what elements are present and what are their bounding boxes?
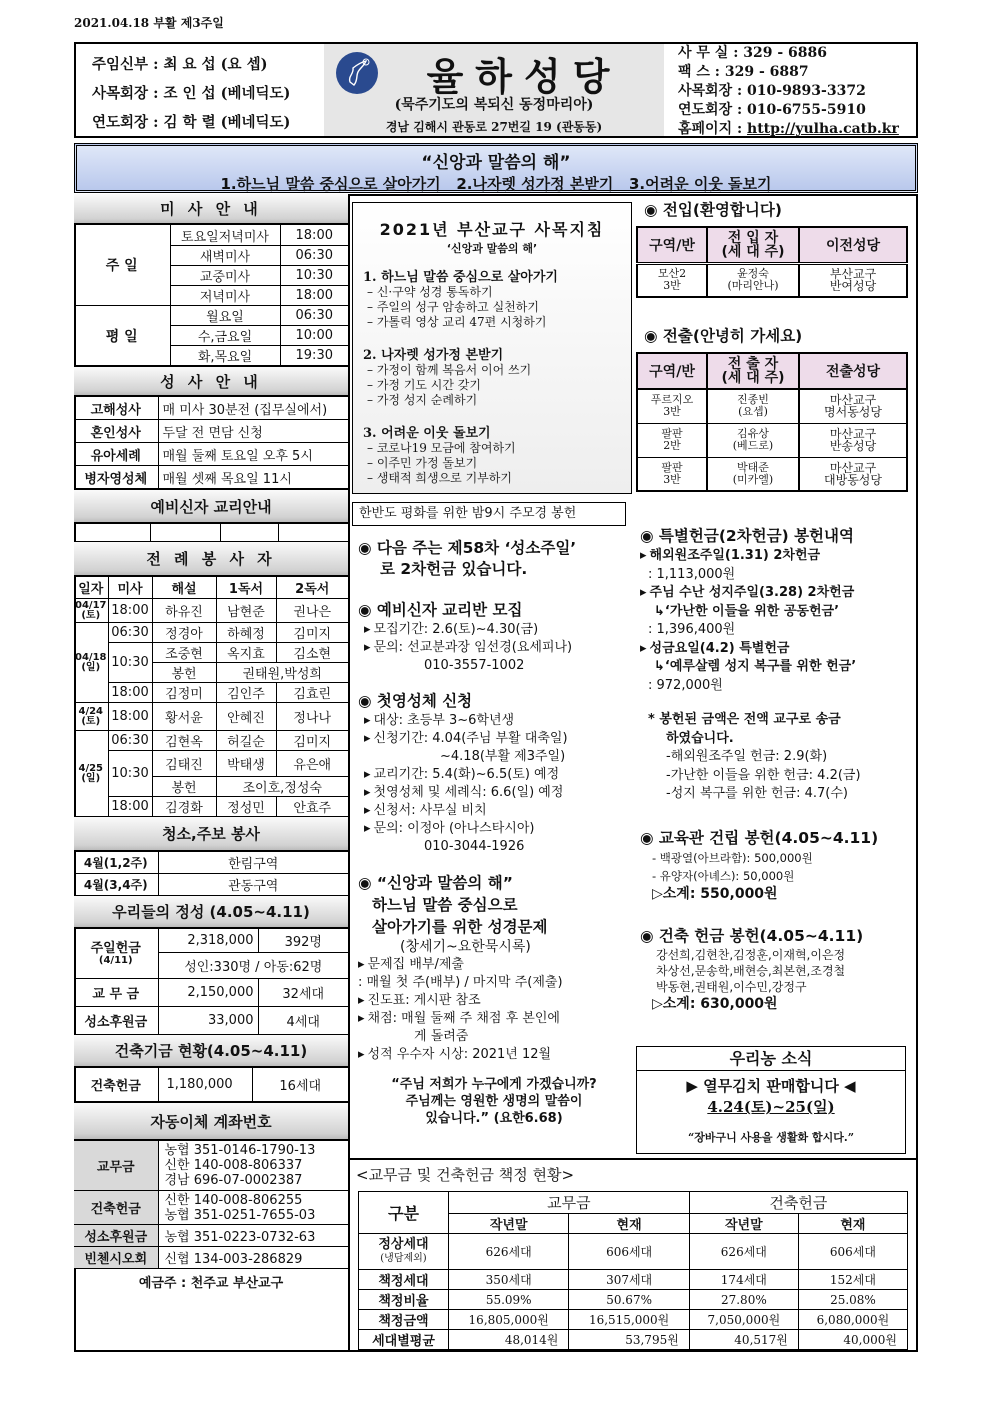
- allocation-title: <교무금 및 건축헌금 책정 현황>: [356, 1166, 575, 1184]
- farm-title: 우리농 소식: [637, 1047, 905, 1071]
- radio-bullet-icon: ◉: [640, 527, 659, 545]
- radio-bullet-icon: ◉: [358, 692, 377, 710]
- staff-list: [76, 44, 324, 136]
- allocation-section: [350, 1158, 918, 1352]
- special-offering-section: ◉ 특별헌금(2차헌금) 봉헌내역 ▸ 해외원조주일(1.31) 2차헌금 : 1,113,000원 ▸ 주님 수난 성지주일(3.28) 2차헌금 ↳‘가난한 이들을 위한 공동헌금’ : 1,396,400원 ▸ 성금요일(4.2) 특별헌금 ↳‘예루살렘 성지 복구를 위한 헌금’ : 972,000원 * 봉헌된 금액은 전액 교구로 송금 하였습니다. -해외원조주일 헌금: 2.9(화) -가난한 이들을 위한 헌금: 4.2(금) -성지 복구를 위한 헌금: 4.7(수): [640, 526, 916, 804]
- theme-banner: [74, 143, 918, 193]
- church-title-block: [324, 44, 664, 136]
- peace-prayer-box: 한반도 평화를 위한 밤9시 주모경 봉헌: [352, 502, 626, 526]
- staff-pastor: 주임신부 : 최 요 섭 (요 셉): [92, 56, 268, 73]
- church-address: 경남 김해시 관동로 27번길 19 (관동동): [385, 120, 603, 134]
- contact-office: 사 무 실 : 329 - 6886: [678, 45, 827, 61]
- accounts-table: 교무금 농협 351-0146-1790-13 신한 140-008-806337 경남 696-07-0002387 건축헌금 신한 140-008-806255 농협 351-0251-7655-03 성소후원금 농협 351-0223-0732-63 빈첸시오회 신협 134-003-286829 예금주 : 천주교 부산교구: [74, 1140, 348, 1295]
- contact-list: [664, 44, 916, 136]
- construction-offering-section: ◉ 건축 헌금 봉헌(4.05~4.11) 강선희,김현찬,김정훈,이재혁,이은정 차상선,문송학,배현승,최본현,조경철 박동현,권태원,이수민,강정구 ▷소계: 630,000원: [640, 927, 864, 1012]
- theme-subtitle: 1.하느님 말씀 중심으로 살아가기 2.나자렛 성가정 본받기 3.어려운 이웃 돌보기: [220, 175, 772, 193]
- notice-second-collection: ◉ 다음 주는 제58차 ‘성소주일’ 로 2차헌금 있습니다.: [358, 539, 577, 578]
- radio-bullet-icon: ◉: [358, 601, 377, 619]
- offering-header: 우리들의 정성 (4.05~4.11): [74, 896, 348, 928]
- catechumen-table: [74, 523, 348, 542]
- contact-council: 사목회장 : 010-9893-3372: [678, 83, 866, 99]
- cleaning-header: 청소,주보 봉사: [74, 817, 348, 851]
- radio-bullet-icon: ◉: [644, 327, 663, 345]
- contact-homepage: 홈페이지 : http://yulha.catb.kr: [678, 121, 899, 137]
- contact-fax: 팩 스 : 329 - 6887: [678, 64, 809, 80]
- education-building-section: ◉ 교육관 건립 봉헌(4.05~4.11) - 백광열(아브라함): 500,000원 - 유양자(아녜스): 50,000원 ▷소계: 550,000원: [640, 829, 879, 902]
- notices-column: ◉ 다음 주는 제58차 ‘성소주일’ 로 2차헌금 있습니다. ◉ 예비신자 교리반 모집 ▸ 모집기간: 2.6(토)~4.30(금) ▸ 문의: 선교분과장 임선경(요세피나) 010-3557-1002 ◉ 첫영성체 신청 ▸ 대상: 초등부 3~6학년생 ▸ 신청기간: 4.04(주님 부활 대축일) ~4.18(부활 제3주일) ▸ 교리기간: 5.4(화)~6.5(토) 예정 ▸ 첫영성체 및 세례식: 6.6(일) 예정 ▸ 신청서: 사무실 비치 ▸ 문의: 이정아 (아나스타시아) 010-3044-1926 ◉ “신앙과 말씀의 해” 하느님 말씀 중심으로 살아가기를 위한 성경문제 (창세기~요한묵시록) ▸ 문제집 배부/제출 : 매월 첫 주(배부) / 마지막 주(제출) ▸ 진도표: 게시판 참조 ▸ 채점: 매월 둘째 주 채점 후 본인에 게 돌려줌 ▸ 성적 우수자 시상: 2021년 12월 “주님 저희가 누구에게 가겠습니까? 주님께는 영원한 생명의 말씀이 있습니다.” (요한6.68): [358, 538, 630, 1127]
- radio-bullet-icon: ◉: [640, 829, 659, 847]
- sunday-label: 주 일: [74, 225, 170, 306]
- transfer-out-section: ◉ 전출(안녕히 가세요) 구역/반 전 출 자 (세 대 주) 전출성당 푸르지오 3반 진종빈 (요셉) 마산교구 명서동성당 팔판 2반 김유상 (베드로) 마산교구 반송성당 팔판 3반 박태준 (미카엘) 마산교구 대방동성당: [636, 324, 908, 492]
- liturgy-table: 일자 미사 해설 1독서 2독서 04/17 (토) 18:00 하유진 남현준 권나은 04/18 (일) 06:30 정경아 하혜정 김미지 10:30 조중현 옥지효 김소현 봉헌 권태원,박성희 18:00 김정미 김인주 김효린 4/24 (토) 18:00 황서윤 안혜진 정나나 4/25 (일) 06:30 김현옥 허길순 김미지 10:30 김태진 박태생 유은애 봉헌 조이호,정성숙 18:00 김경화 정성민 안효주: [74, 576, 348, 817]
- account-holder: 예금주 : 천주교 부산교구: [74, 1269, 348, 1295]
- sacrament-table: 고해성사 매 미사 30분전 (집무실에서) 혼인성사 두달 전 면담 신청 유아세례 매월 둘째 토요일 오후 5시 병자영성체 매월 셋째 목요일 11시: [74, 396, 348, 489]
- notice-communion-title: ◉ 첫영성체 신청: [358, 692, 473, 710]
- building-fund-table: 건축헌금 1,180,000 16세대: [74, 1067, 348, 1102]
- transfer-out-table: 구역/반 전 출 자 (세 대 주) 전출성당 푸르지오 3반 진종빈 (요셉) 마산교구 명서동성당 팔판 2반 김유상 (베드로) 마산교구 반송성당 팔판 3반 박태준 (미카엘) 마산교구 대방동성당: [636, 352, 908, 492]
- mass-table: 주 일 토요일저녁미사 18:00 새벽미사 06:30 교중미사 10:30 저녁미사 18:00 평 일 월요일 06:30 수,금요일 10:00 화,목요일 19:30: [74, 224, 348, 366]
- church-name: 율하성당: [426, 55, 622, 99]
- homepage-link[interactable]: http://yulha.catb.kr: [747, 121, 899, 137]
- pastoral-subtitle: ‘신앙과 말씀의 해’: [446, 242, 538, 255]
- radio-bullet-icon: ◉: [358, 874, 377, 892]
- transfer-in-section: ◉ 전입(환영합니다) 구역/반 전 입 자 (세 대 주) 이전성당 모산2 3반 윤정숙 (마리안나) 부산교구 반여성당: [636, 198, 908, 298]
- accounts-header: 자동이체 계좌번호: [74, 1102, 348, 1140]
- staff-council: 사목회장 : 조 인 섭 (베네딕도): [92, 85, 291, 102]
- staff-yeondo: 연도회장 : 김 학 렬 (베네딕도): [92, 114, 291, 131]
- transfer-in-table: 구역/반 전 입 자 (세 대 주) 이전성당 모산2 3반 윤정숙 (마리안나) 부산교구 반여성당: [636, 226, 908, 298]
- building-fund-header: 건축기금 현황(4.05~4.11): [74, 1035, 348, 1067]
- dateline: 2021.04.18 부활 제3주일: [74, 16, 224, 30]
- sacrament-header: 성 사 안 내: [74, 366, 348, 396]
- church-logo-icon: [336, 52, 378, 94]
- liturgy-header: 전 례 봉 사 자: [74, 542, 348, 576]
- radio-bullet-icon: ◉: [644, 201, 663, 219]
- notice-catechumen-title: ◉ 예비신자 교리반 모집: [358, 601, 523, 619]
- radio-bullet-icon: ◉: [358, 539, 377, 557]
- theme-title: “신앙과 말씀의 해”: [421, 153, 571, 173]
- catechumen-header: 예비신자 교리안내: [74, 489, 348, 523]
- left-column: [74, 194, 350, 1352]
- notice-bible-quiz-title: ◉ “신앙과 말씀의 해” 하느님 말씀 중심으로 살아가기를 위한 성경문제: [358, 874, 548, 936]
- pastoral-guidelines-box: 2021년 부산교구 사목지침 ‘신앙과 말씀의 해’ 1. 하느님 말씀 중심으로 살아가기 – 신·구약 성경 통독하기 – 주일의 성구 암송하고 실천하기 – 가톨릭 영상 교리 47편 시청하기 2. 나자렛 성가정 본받기 – 가정이 함께 복음서 이어 쓰기 – 가정 기도 시간 갖기 – 가정 성지 순례하기 3. 어려운 이웃 돌보기 – 코로나19 모금에 참여하기 – 이주민 가정 돌보기 – 생태적 희생으로 기부하기: [352, 202, 632, 494]
- church-subtitle: (묵주기도의 복되신 동정마리아): [394, 97, 594, 113]
- pastoral-title: 2021년 부산교구 사목지침: [379, 220, 605, 239]
- cleaning-table: 4월(1,2주) 한림구역 4월(3,4주) 관동구역: [74, 851, 348, 896]
- offering-table: 주일헌금 (4/11) 2,318,000 392명 성인:330명 / 아동:62명 교 무 금 2,150,000 32세대 성소후원금 33,000 4세대: [74, 928, 348, 1035]
- scripture-quote: “주님 저희가 누구에게 가겠습니까? 주님께는 영원한 생명의 말씀이 있습니다.” (요한6.68): [391, 1077, 597, 1126]
- mass-guide-header: 미 사 안 내: [74, 194, 348, 224]
- radio-bullet-icon: ◉: [640, 927, 659, 945]
- header: [74, 42, 918, 138]
- woorinong-news-box: 우리농 소식 ▶ 열무김치 판매합니다 ◀ 4.24(토)~25(일) “장바구니 사용을 생활화 합시다.”: [636, 1046, 906, 1154]
- weekday-label: 평 일: [74, 306, 170, 366]
- allocation-table: 구분 교무금 건축헌금 작년말 현재 작년말 현재 정상세대 (냉담제외) 626세대 606세대 626세대 606세대 책정세대 350세대 307세대 174세대 152세대 책정비율 55.09% 50.67% 27.80% 25.08% 책정금액 16,805,000원 16,515,000원 7,050,000원 6,080,000원 세대별평균 48,014원 53,795원 40,517원 40,000원: [358, 1191, 908, 1350]
- contact-yeondo: 연도회장 : 010-6755-5910: [678, 102, 866, 118]
